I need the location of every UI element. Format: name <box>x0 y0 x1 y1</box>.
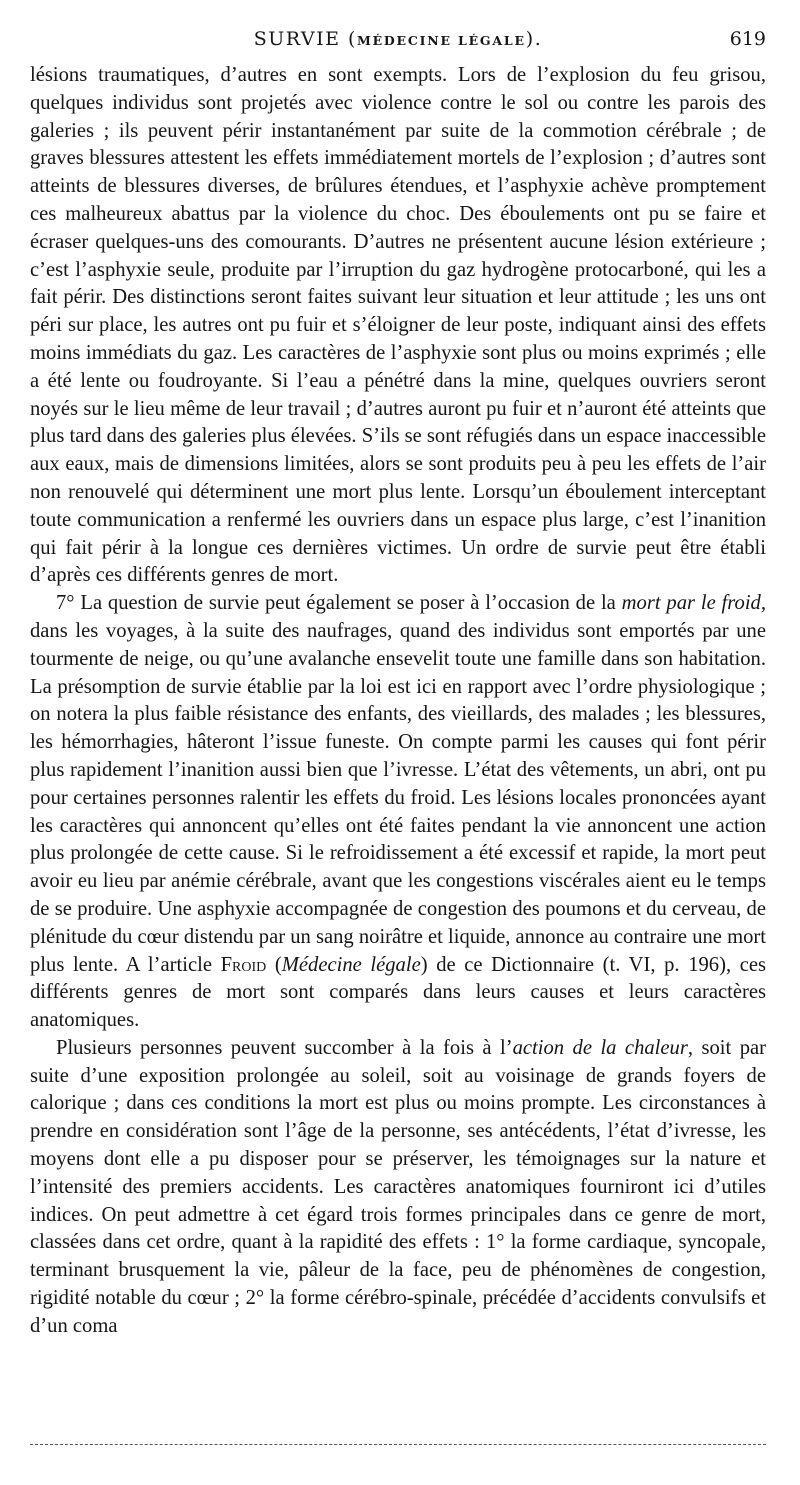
running-header <box>30 28 766 62</box>
paragraph-p2 <box>30 590 766 1035</box>
running-title-subject: MÉDECINE LÉGALE <box>356 33 526 48</box>
running-title-main: SURVIE ( <box>253 28 357 50</box>
text-run: , soit par suite d’une exposition prolongée au soleil, soit au voisinage de grands foyers de calorique ; dans ces conditions la mort est plus ou moins prompte. Les circonstances à prendre en considération sont l’âge de la personne, ses antécédents, l’état d’ivresse, les moyens dont elle a pu disposer pour se préserver, les témoignages sur la nature et l’intensité des premiers accidents. Les caractères anatomiques fourniront ici d’utiles indices. On peut admettre à cet égard trois formes principales dans ce genre de mort, classées dans cet ordre, quant à la rapidité des effets : 1° la forme cardiaque, syncopale, terminant brusquement la vie, pâleur de la face, peu de phénomènes de congestion, rigidité notable du cœur ; 2° la forme cérébro-spinale, précédée d’accidents convulsifs et d’un coma <box>30 1036 766 1337</box>
text-run: 7° La question de survie peut également se poser à l’occasion de la <box>56 592 622 615</box>
italic-text-run: mort par le froid, <box>621 592 766 615</box>
text-run: dans les voyages, à la suite des naufrages, quand des individus sont emportés par une tourmente de neige, ou qu’une avalanche ensevelit toute une famille dans son habitation. La présomption de survie établie par la loi est ici en rapport avec l’ordre physiologique ; on notera la plus faible résistance des enfants, des vieillards, des malades ; les blessures, les hémorrhagies, hâteront l’issue funeste. On compte parmi les causes qui font périr plus rapidement l’inanition aussi bien que l’ivresse. L’état des vêtements, un abri, ont pu pour certaines personnes ralentir les effets du froid. Les lésions locales prononcées ayant les caractères qui annoncent qu’elles ont été faites pendant la vie annoncent une action plus prolongée de cette cause. Si le refroidissement a été excessif et rapide, la mort peut avoir eu lieu par anémie cérébrale, avant que les congestions viscérales aient eu le temps de se produire. Une asphyxie accompagnée de congestion des poumons et du cerveau, de plénitude du cœur distendu par un sang noirâtre et liquide, annonce au contraire une mort plus lente. A l’article <box>30 619 766 976</box>
bottom-rule <box>30 1444 766 1445</box>
italic-text-run: Médecine légale <box>281 953 421 976</box>
paragraph-p1 <box>30 62 766 590</box>
smallcaps-text-run: Froid <box>220 953 267 976</box>
text-run: Plusieurs personnes peuvent succomber à la fois à l’ <box>56 1036 513 1059</box>
book-page <box>30 28 766 1341</box>
body-text <box>30 62 766 1341</box>
running-title <box>30 28 766 50</box>
running-title-end: ). <box>525 28 543 50</box>
italic-text-run: action de la chaleur <box>512 1036 688 1059</box>
paragraph-p3 <box>30 1035 766 1341</box>
page-number: 619 <box>729 28 766 50</box>
text-run: ) de ce Dictionnaire (t. VI, p. 196), ces différents genres de mort sont comparés dans leurs causes et leurs caractères anatomiques. <box>30 953 766 1032</box>
text-run: lésions traumatiques, d’autres en sont exempts. Lors de l’explosion du feu grisou, quelques individus sont projetés avec violence contre le sol ou contre les parois des galeries ; ils peuvent périr instantanément par suite de la commotion cérébrale ; de graves blessures attestent les effets immédiatement mortels de l’explosion ; d’autres sont atteints de blessures diverses, de brûlures étendues, et l’asphyxie achève promptement ces malheureux abattus par la violence du choc. Des éboulements ont pu se faire et écraser quelques-uns des comourants. D’autres ne présentent aucune lésion extérieure ; c’est l’asphyxie seule, produite par l’irruption du gaz hydrogène protocarboné, qui les a fait périr. Des distinctions seront faites suivant leur situation et leur attitude ; les uns ont péri sur place, les autres ont pu fuir et s’éloigner de leur poste, indiquant ainsi des effets moins immédiats du gaz. Les caractères de l’asphyxie sont plus ou moins exprimés ; elle a été lente ou foudroyante. Si l’eau a pénétré dans la mine, quelques ouvriers seront noyés sur le lieu même de leur travail ; d’autres auront pu fuir et n’auront été atteints que plus tard dans des galeries plus élevées. S’ils se sont réfugiés dans un espace inaccessible aux eaux, mais de dimensions limitées, alors se sont produits peu à peu les effets de l’air non renouvelé qui déterminent une mort plus lente. Lorsqu’un éboulement interceptant toute communication a renfermé les ouvriers dans un espace plus large, c’est l’inanition qui fait périr à la longue ces dernières victimes. Un ordre de survie peut être établi d’après ces différents genres de mort. <box>30 64 767 587</box>
text-run: ( <box>266 953 282 976</box>
